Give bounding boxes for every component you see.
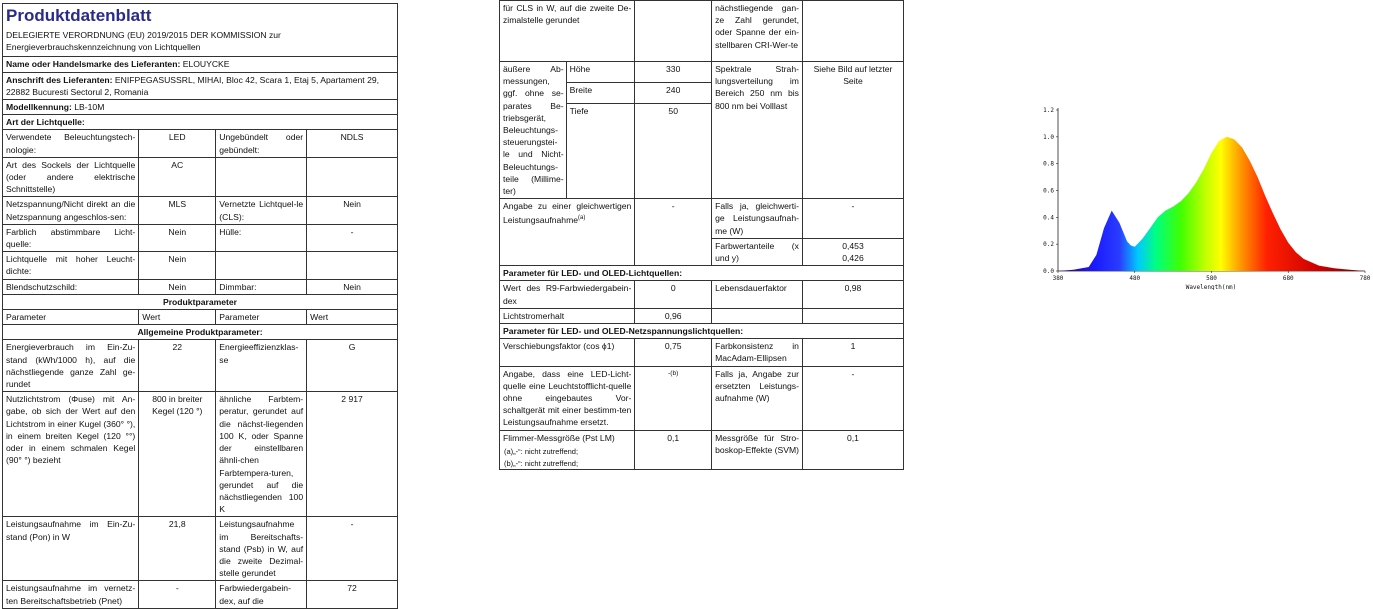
- chromaticity-y: 0,426: [842, 253, 864, 264]
- displacement-factor-label: Verschiebungsfaktor (cos ϕ1): [500, 339, 635, 366]
- dim-value: 50: [635, 104, 712, 199]
- color-consistency-value: 1: [802, 339, 903, 366]
- row-value: NDLS: [307, 130, 398, 157]
- y-tick-label: 1.0: [1043, 133, 1054, 141]
- equivalent-wattage-value: -: [802, 199, 903, 239]
- y-tick-label: 0.8: [1043, 160, 1054, 168]
- r9-value: 0: [635, 281, 712, 308]
- spectrum-area: [1058, 137, 1365, 271]
- r9-label: Wert des R9-Farbwiedergabein-dex: [500, 281, 635, 308]
- row-value: AC: [139, 157, 216, 197]
- light-source-type-table: [2, 129, 398, 608]
- chromaticity-label: Farbwertanteile (x und y): [712, 238, 803, 265]
- x-tick-label: 480: [1129, 275, 1141, 282]
- table-row: [3, 581, 398, 608]
- x-tick-label: 380: [1052, 275, 1064, 282]
- row-label: Verwendete Beleuchtungstech-nologie:: [3, 130, 139, 157]
- continued-table: [499, 0, 904, 470]
- general-parameters-header: Allgemeine Produktparameter:: [3, 325, 398, 340]
- chromaticity-x: 0,453: [842, 240, 864, 251]
- dim-value: 240: [635, 83, 712, 104]
- row-label: Leistungsaufnahme im Ein-Zu-stand (Pon) in W: [3, 517, 139, 581]
- row-label: Lichtquelle mit hoher Leucht-dichte:: [3, 252, 139, 279]
- flicker-value: 0,1: [635, 430, 712, 469]
- equivalent-power-label: Angabe zu einer gleichwertigen Leistungsaufnahme: [503, 201, 632, 226]
- flicker-label: Flimmer-Messgröße (Pst LM): [500, 430, 635, 469]
- header-table: [2, 3, 398, 130]
- row-label: Dimmbar:: [216, 279, 307, 294]
- table-row: [3, 157, 398, 197]
- model-id: LB-10M: [74, 102, 105, 113]
- row-label: Netzspannung/Nicht direkt an die Netzspannung angeschlos-sen:: [3, 197, 139, 224]
- replaced-power-label: Falls ja, Angabe zur ersetzten Leistungs-aufnahme (W): [712, 366, 803, 430]
- spectral-value: Siehe Bild auf letzter Seite: [802, 62, 903, 199]
- row-label: [216, 157, 307, 197]
- row-value: G: [307, 340, 398, 392]
- spectral-label: Spektrale Strah-lungsverteilung im Bereich 250 nm bis 800 nm bei Volllast: [712, 62, 803, 199]
- row-label: [216, 252, 307, 279]
- column-header: Parameter: [3, 310, 139, 325]
- equivalent-wattage-label: Falls ja, gleichwerti-ge Leistungsaufnah-me (W): [712, 199, 803, 239]
- row-label: Leistungsaufnahme im Bereitschafts-stand (Psb) in W, auf die zweite Dezimal-stelle gerundet: [216, 517, 307, 581]
- mains-parameters-header: Parameter für LED- und OLED-Netzspannungslichtquellen:: [500, 324, 904, 339]
- row-label: Art des Sockels der Lichtquelle (oder andere elektrische Schnittstelle): [3, 157, 139, 197]
- supplier-name: ELOUYCKE: [182, 59, 230, 70]
- row-value: Nein: [139, 252, 216, 279]
- row-label: Leistungsaufnahme im vernetz-ten Bereitschaftsbetrieb (Pnet): [3, 581, 139, 608]
- row-value: 22: [139, 340, 216, 392]
- table-header-row: [3, 310, 398, 325]
- x-tick-label: 580: [1206, 275, 1217, 282]
- row-value: -: [307, 224, 398, 251]
- fluorescent-replacement-label: Angabe, dass eine LED-Licht-quelle eine Leuchtstofflicht-quelle ohne eingebautes Vor-schaltgerät mit einer bestimm-ten Leistungsaufnahme ersetzt.: [500, 366, 635, 430]
- x-axis-label: Wavelength(nm): [1185, 284, 1237, 290]
- table-row: [3, 340, 398, 392]
- row-value: [307, 157, 398, 197]
- lifetime-factor-value: 0,98: [802, 281, 903, 308]
- dimensions-label: äußere Ab-messungen, ggf. ohne se-parates Be-triebsgerät, Beleuchtungs-steuerungstei-le und Nicht-Beleuchtungs-teile (Millime-ter): [500, 62, 567, 199]
- row-label: Energieeffizienzklas-se: [216, 340, 307, 392]
- row-label: Farblich abstimmbare Licht-quelle:: [3, 224, 139, 251]
- spectrum-svg: [1035, 100, 1373, 290]
- table-row: [3, 279, 398, 294]
- replaced-power-value: -: [802, 366, 903, 430]
- product-parameters-header: Produktparameter: [3, 294, 398, 309]
- row-label: Blendschutzschild:: [3, 279, 139, 294]
- table-row: [3, 197, 398, 224]
- row-label: Nutzlichtstrom (Φuse) mit An-gabe, ob sich der Wert auf den Lichtstrom in einer Kugel (360° °), in einem breiten Kegel (120 °°) oder in einem schmalen Kegel (90° °) bezieht: [3, 392, 139, 517]
- continued-label: nächstliegende gan-ze Zahl gerundet, oder Spanne der ein-stellbaren CRI-Wer-te: [712, 1, 803, 62]
- datasheet-left-column: [2, 3, 398, 609]
- datasheet-middle-column: [499, 0, 904, 470]
- y-tick-label: 0.6: [1043, 187, 1054, 195]
- lifetime-factor-label: Lebensdauerfaktor: [712, 281, 803, 308]
- fluorescent-replacement-value: -(b): [635, 366, 712, 430]
- row-value: LED: [139, 130, 216, 157]
- column-header: Wert: [139, 310, 216, 325]
- table-row: [3, 224, 398, 251]
- column-header: Wert: [307, 310, 398, 325]
- continued-label: für CLS in W, auf die zweite De-zimalstelle gerundet: [500, 1, 635, 62]
- footnotes: [504, 446, 578, 470]
- supplier-address: ENIFPEGASUSSRL, MIHAI, Bloc 42, Scara 1, Etaj 5, Apartament 29, 22882 Bucuresti Sectorul 2, Romania: [6, 74, 380, 97]
- model-label: Modellkennung:: [6, 102, 72, 113]
- regulation-text: DELEGIERTE VERORDNUNG (EU) 2019/2015 DER KOMMISSION zur Energieverbrauchskennzeichnung von Lichtquellen: [6, 30, 281, 53]
- row-label: Farbwiedergabein-dex, auf die: [216, 581, 307, 608]
- type-header: Art der Lichtquelle:: [3, 115, 398, 130]
- row-value: Nein: [139, 224, 216, 251]
- y-tick-label: 1.2: [1043, 107, 1054, 114]
- displacement-factor-value: 0,75: [635, 339, 712, 366]
- row-label: Energieverbrauch im Ein-Zu-stand (kWh/1000 h), auf die nächstliegende ganze Zahl ge-rundet: [3, 340, 139, 392]
- table-row: [3, 392, 398, 517]
- y-tick-label: 0.4: [1043, 214, 1054, 222]
- stroboscopic-value: 0,1: [802, 430, 903, 469]
- y-tick-label: 0.2: [1043, 241, 1054, 249]
- row-value: Nein: [139, 279, 216, 294]
- dim-key: Tiefe: [566, 104, 635, 199]
- x-tick-label: 780: [1359, 275, 1371, 282]
- column-header: Parameter: [216, 310, 307, 325]
- footnote-a: (a)„-“: nicht zutreffend;: [504, 447, 579, 456]
- row-value: Nein: [307, 279, 398, 294]
- color-consistency-label: Farbkonsistenz in MacAdam-Ellipsen: [712, 339, 803, 366]
- dim-key: Breite: [566, 83, 635, 104]
- x-tick-label: 680: [1282, 275, 1294, 282]
- led-parameters-header: Parameter für LED- und OLED-Lichtquellen:: [500, 266, 904, 281]
- row-value: -: [307, 517, 398, 581]
- row-value: 800 in breiter Kegel (120 °): [139, 392, 216, 517]
- row-value: 21,8: [139, 517, 216, 581]
- row-value: 2 917: [307, 392, 398, 517]
- address-label: Anschrift des Lieferanten:: [6, 74, 113, 85]
- dim-key: Höhe: [566, 62, 635, 83]
- supplier-name-label: Name oder Handelsmarke des Lieferanten:: [6, 59, 181, 70]
- row-value: Nein: [307, 197, 398, 224]
- lumen-maintenance-label: Lichtstromerhalt: [500, 308, 635, 323]
- footnote-b: (b)„-“: nicht zutreffend;: [504, 459, 579, 468]
- spectral-distribution-chart: [1035, 100, 1373, 290]
- row-value: 72: [307, 581, 398, 608]
- row-label: Vernetzte Lichtquel-le (CLS):: [216, 197, 307, 224]
- row-label: ähnliche Farbtem-peratur, gerundet auf die nächst-liegenden 100 K, oder Spanne der einstellbaren ähnli-chen Farbtempera-turen, gerundet auf die nächstliegenden 100 K: [216, 392, 307, 517]
- stroboscopic-label: Messgröße für Stro-boskop-Effekte (SVM): [712, 430, 803, 469]
- table-row: [3, 130, 398, 157]
- footnote-ref: (a): [578, 215, 586, 222]
- row-label: Hülle:: [216, 224, 307, 251]
- row-value: -: [139, 581, 216, 608]
- row-label: Ungebündelt oder gebündelt:: [216, 130, 307, 157]
- lumen-maintenance-value: 0,96: [635, 308, 712, 323]
- table-row: [3, 252, 398, 279]
- dim-value: 330: [635, 62, 712, 83]
- document-title: Produktdatenblatt: [6, 6, 152, 25]
- row-value: MLS: [139, 197, 216, 224]
- y-tick-label: 0.0: [1043, 268, 1054, 275]
- row-value: [307, 252, 398, 279]
- equivalent-power-value: -: [635, 199, 712, 266]
- table-row: [3, 517, 398, 581]
